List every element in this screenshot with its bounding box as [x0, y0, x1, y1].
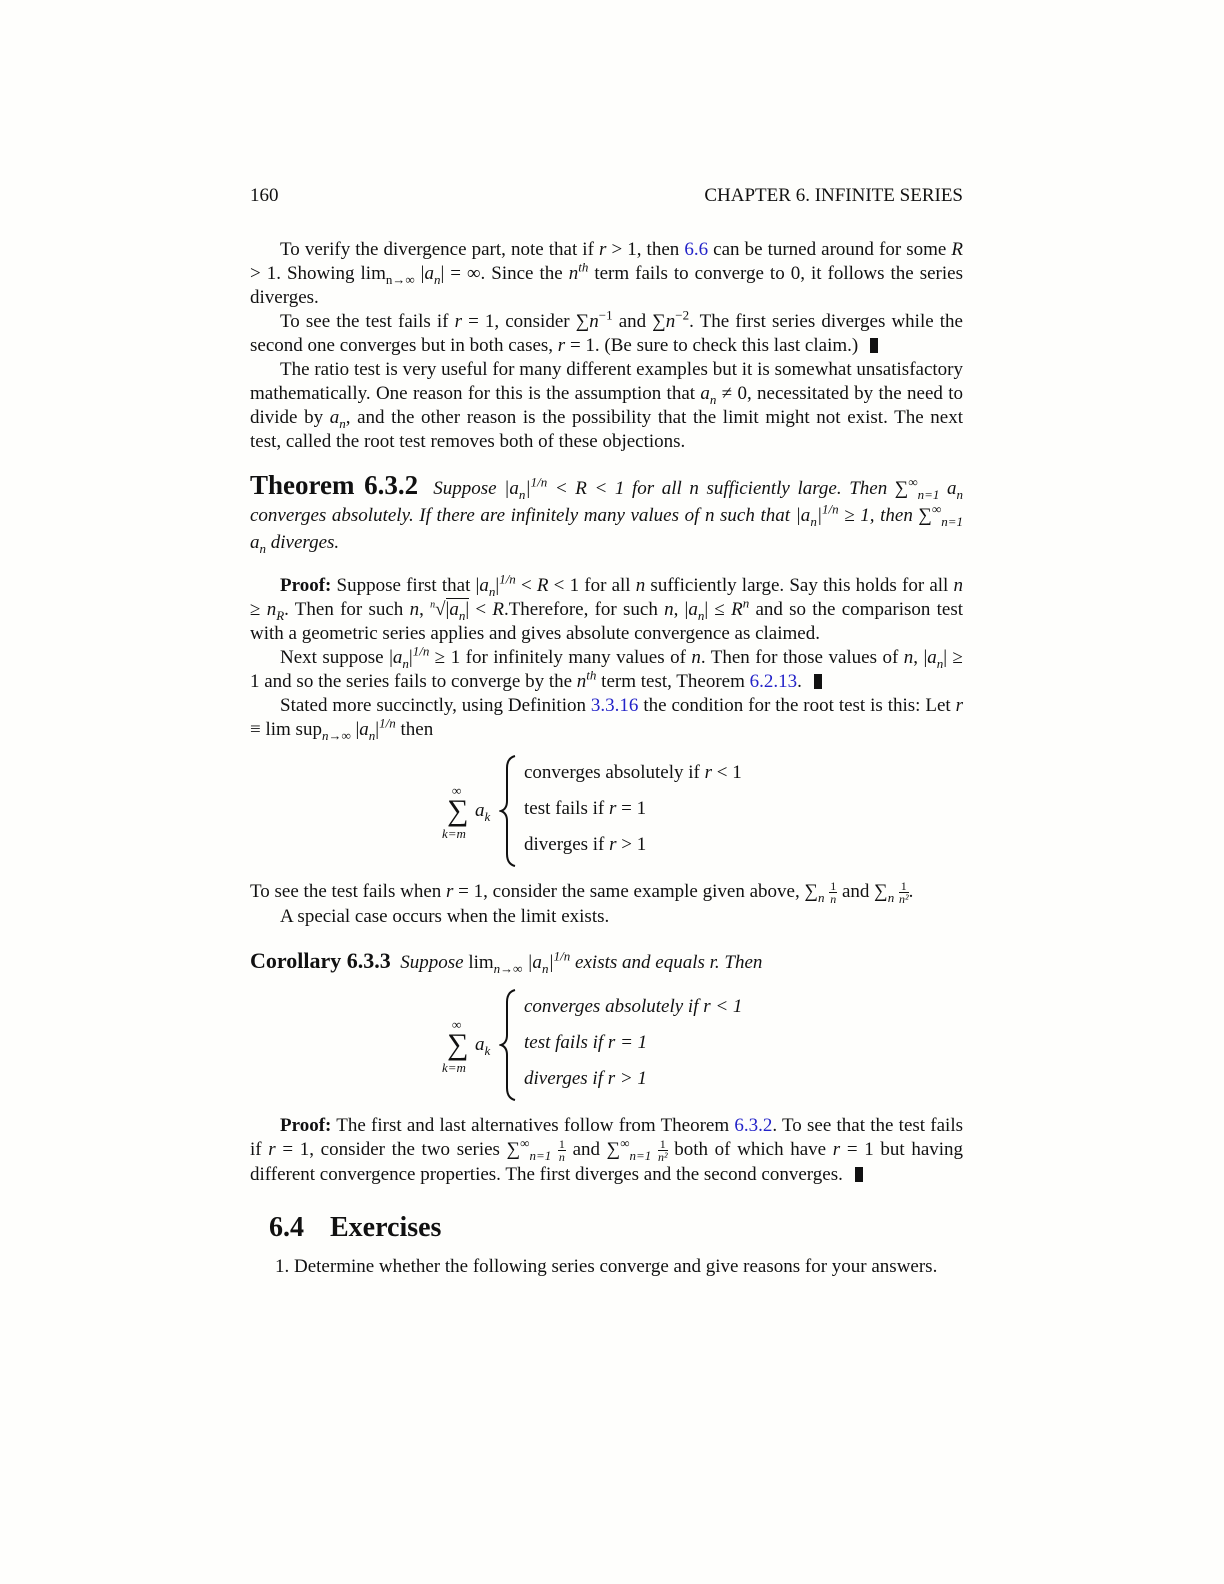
case-converges: converges absolutely if r < 1 — [524, 996, 743, 1018]
exponent: n — [742, 595, 750, 611]
corollary-cases — [442, 988, 965, 1102]
chapter-title: CHAPTER 6. INFINITE SERIES — [704, 185, 963, 206]
exercise-list — [250, 1255, 963, 1279]
paragraph-divergence: To verify the divergence part, note that if r > 1, then 6.6 can be turned around for some R > 1. Showing $\lim_{n\to\infty} |a_n|$ = ∞. Since the $n^{th}$ term fails to converge to 0, it follows the series diverges. — [250, 239, 964, 308]
summand: $a_k$ — [475, 800, 491, 824]
qed-mark — [870, 338, 878, 353]
left-brace — [499, 754, 519, 868]
exponent: −2 — [675, 307, 690, 323]
summand: $a_k$ — [475, 1034, 491, 1058]
proof-theorem: Proof: Suppose first that $|a_n|^{1/n} < R < 1$ for all n sufficiently large. Say this holds for all $n \ge n_R$. Then for such n, $^n√|a_n|$ < R.Therefore, for such n, $|a_n| \le R^n$ and so the comparison test with a geometric series applies and gives absolute convergence as claimed. Next suppose $|a_n|^{1/n} \ge 1$ for infinitely many values of n. Then for those values of n, $|a_n| \ge 1$ and so the series fails to converge by the $n^{th}$ term test, Theorem 6.2.13. Stated more succinctly, using Definition 3.3.16 the condition for the root test is this: Let r ≡ lim sup$_{n\to\infty}$ $|a_n|^{1/n}$ then — [250, 571, 964, 743]
sum-upper-limit: ∞ — [452, 1017, 462, 1033]
th-superscript: th — [586, 667, 597, 683]
proof-label: Proof: — [280, 1115, 332, 1137]
fraction-1-over-n: $\frac{1}{n}$ — [558, 1137, 565, 1165]
root-test-cases — [442, 754, 965, 868]
case-diverges: diverges if r > 1 — [524, 1068, 647, 1090]
sum-lower-limit: k=m — [442, 1060, 466, 1076]
qed-mark — [814, 674, 822, 689]
link-theorem-6-2-13[interactable]: 6.2.13 — [749, 671, 798, 692]
limit-subscript: n→∞ — [493, 960, 523, 976]
special-case-text: A special case occurs when the limit exists. — [280, 906, 610, 928]
section-heading — [250, 1211, 963, 1245]
theorem-title: Theorem 6.3.2 — [250, 470, 419, 500]
section-title: Exercises — [330, 1212, 442, 1244]
exercise-text: Determine whether the following series converge and give reasons for your answers. — [294, 1256, 938, 1278]
exponent: −1 — [598, 307, 613, 323]
paragraph-ratio-test — [250, 358, 963, 454]
running-header — [250, 184, 963, 208]
link-theorem-6-3-2[interactable]: 6.3.2 — [734, 1115, 773, 1137]
sum-symbol: ∑ — [447, 1028, 469, 1062]
qed-mark — [855, 1167, 863, 1182]
sum-upper-limit: ∞ — [452, 783, 462, 798]
case-test-fails: test fails if r = 1 — [524, 1032, 648, 1054]
sum-upper: ∞ — [908, 474, 918, 490]
case-diverges: diverges if r > 1 — [524, 834, 647, 855]
left-brace — [499, 988, 519, 1102]
exercise-number: 1. — [275, 1256, 290, 1278]
proof-label: Proof: — [280, 575, 332, 596]
page — [250, 0, 963, 1479]
fraction-1-over-n-squared: $\frac{1}{\text{n²}}$ — [657, 1137, 668, 1165]
sum-symbol: ∑ — [447, 794, 469, 827]
limsup-subscript: n→∞ — [321, 727, 351, 743]
theorem-6-3-2: Theorem 6.3.2 Suppose $|a_n|^{1/n} < R < 1$ for all n sufficiently large. Then $\sum^\infty_{n=1}$ $a_n$ converges absolutely. If there are infinitely many values of n such that $|a_n|^{1/n} \ge 1$, then $\sum^\infty_{n=1}$ $a_n$ diverges. — [250, 470, 964, 556]
subscript: R — [276, 607, 285, 623]
paragraph-example: To see the test fails when r = 1, consider the same example given above, $\sum_n$ $\frac{1}{n}$ and $\sum_n$ $\frac{1}{\text{n²}}$ . A special case occurs when the limit exists. — [250, 880, 963, 929]
th-superscript: th — [578, 259, 589, 275]
page-number: 160 — [250, 185, 279, 206]
fraction-1-over-n: $\frac{1}{n}$ — [830, 879, 837, 907]
corollary-title: Corollary 6.3.3 — [250, 948, 391, 974]
case-test-fails: test fails if r = 1 — [524, 798, 647, 819]
ratio-test-text: The ratio test is very useful for many different examples but it is somewhat unsatisfactory mathematically. One reason for this is the assumption that $a_n \ne 0$, necessitated by the need to divide by $a_n$, and the other reason is the possibility that the limit might not exist. The next test, called the root test removes both of these objections. — [250, 359, 963, 452]
section-number: 6.4 — [269, 1212, 304, 1244]
text: To verify the divergence part, note that if — [280, 239, 599, 260]
proof-corollary: Proof: The first and last alternatives follow from Theorem 6.3.2. To see that the test fails if r = 1, consider the two series $\sum^\infty_{n=1}$ $\frac{1}{n}$ and $\sum^\infty_{n=1}$ $\frac{1}{\text{n²}}$ both of which have r = 1 but having different convergence properties. The first diverges and the second converges. — [250, 1115, 964, 1186]
exponent: 1/n — [530, 474, 548, 490]
sum-lower-limit: k=m — [442, 826, 466, 841]
link-definition-3-3-16[interactable]: 3.3.16 — [590, 695, 639, 716]
paragraph-test-fails: To see the test fails if r = 1, consider $\sum n^{-1}$ and $\sum n^{-2}$. The first series diverges while the second one converges but in both cases, r = 1. (Be sure to check this last claim.) — [250, 307, 963, 356]
sum-lower: n=1 — [917, 486, 940, 502]
limit-subscript: n→∞ — [385, 271, 415, 287]
exercise-item — [275, 1255, 963, 1279]
case-converges: converges absolutely if r < 1 — [524, 762, 742, 783]
link-eq-6-6[interactable]: 6.6 — [684, 239, 709, 260]
text: r — [598, 239, 607, 260]
corollary-6-3-3: Corollary 6.3.3 Suppose $\lim_{n\to\infty} |a_n|^{1/n}$ exists and equals r. Then — [250, 948, 763, 976]
fraction-1-over-n-squared: $\frac{1}{\text{n²}}$ — [898, 879, 909, 907]
